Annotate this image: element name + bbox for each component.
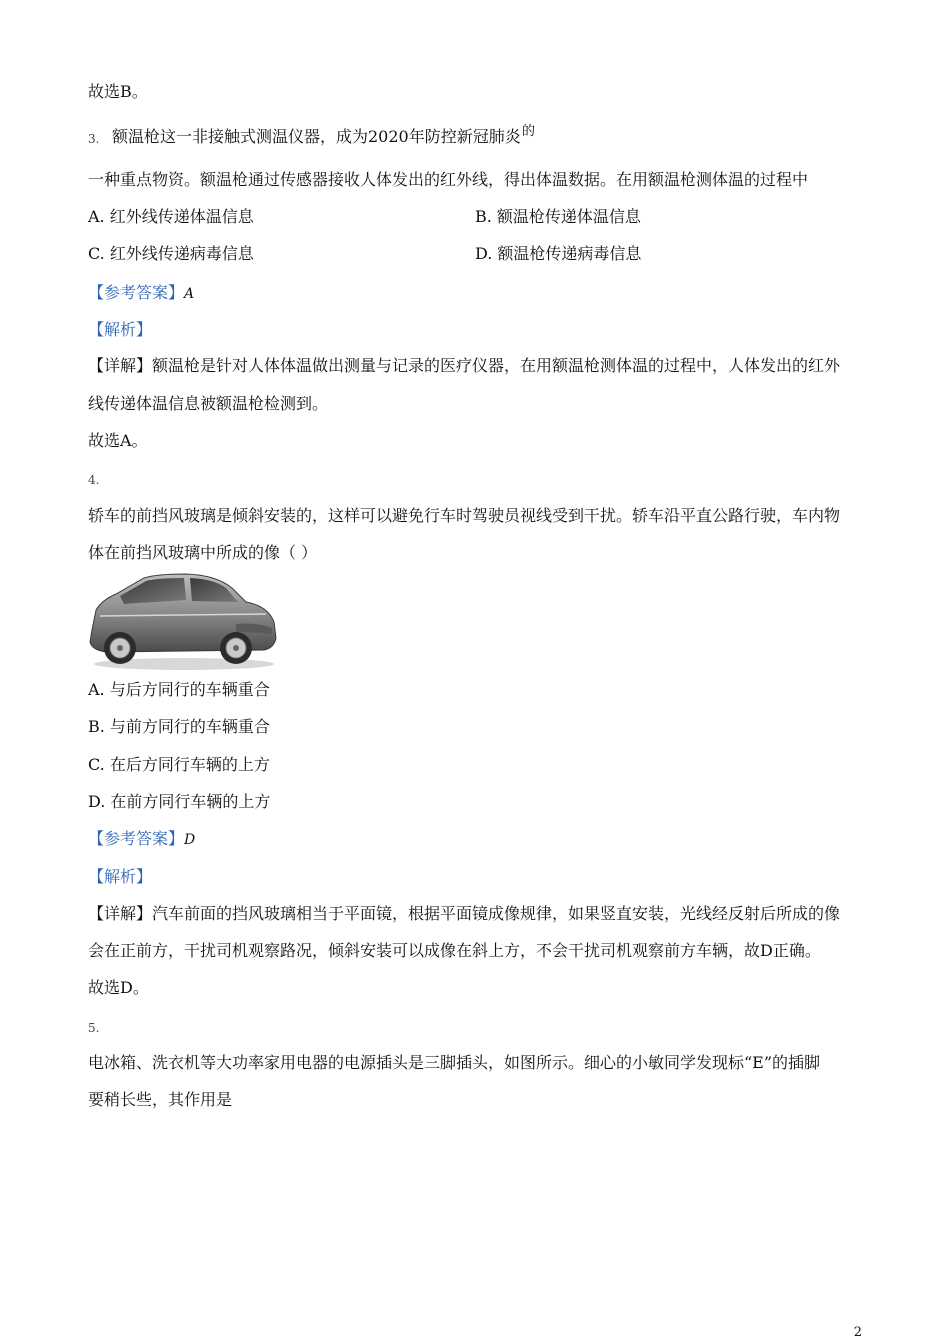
q4-detail-line2: 会在正前方，干扰司机观察路况，倾斜安装可以成像在斜上方，不会干扰司机观察前方车辆，故D正确。: [88, 941, 821, 960]
q3-superscript: 的: [522, 124, 536, 139]
q3-answer: [88, 283, 194, 304]
q4-answer: [88, 829, 195, 850]
q4-answer-label: 【参考答案】: [88, 829, 185, 848]
q4-number: 4.: [88, 473, 100, 487]
q3-option-c: C. 红外线传递病毒信息: [88, 244, 254, 263]
q2-conclusion: 故选B。: [88, 82, 148, 101]
q3-analysis-label: 【解析】: [88, 320, 153, 339]
q4-stem-line1: 轿车的前挡风玻璃是倾斜安装的，这样可以避免行车时驾驶员视线受到干扰。轿车沿平直公路行驶，车内物: [88, 506, 841, 525]
q3-option-d: D. 额温枪传递病毒信息: [475, 244, 642, 263]
q4-detail-label: 【详解】: [88, 904, 153, 923]
q3-option-a: A. 红外线传递体温信息: [88, 207, 254, 226]
q3-stem-line2: 一种重点物资。额温枪通过传感器接收人体发出的红外线，得出体温数据。在用额温枪测体温的过程中: [88, 170, 809, 189]
page-number: 2: [853, 1325, 862, 1340]
q3-number: 3.: [88, 132, 100, 146]
q3-option-b: B. 额温枪传递体温信息: [475, 207, 641, 226]
q4-option-d: D. 在前方同行车辆的上方: [88, 792, 271, 811]
q4-analysis-label: 【解析】: [88, 867, 153, 886]
q4-option-a: A. 与后方同行的车辆重合: [88, 680, 270, 699]
q5-stem-line1: 电冰箱、洗衣机等大功率家用电器的电源插头是三脚插头，如图所示。细心的小敏同学发现标“E”的插脚: [88, 1053, 821, 1072]
q3-detail-line1: [88, 356, 840, 376]
q3-answer-value: A: [184, 286, 195, 302]
q4-detail-text: 汽车前面的挡风玻璃相当于平面镜，根据平面镜成像规律，如果竖直安装，光线经反射后所成的像: [152, 904, 841, 923]
q3-conclusion: 故选A。: [88, 431, 148, 450]
q3-answer-label: 【参考答案】: [88, 283, 185, 302]
car-image: [86, 572, 278, 672]
q3-detail-text: 额温枪是针对人体体温做出测量与记录的医疗仪器，在用额温枪测体温的过程中，人体发出的红外: [152, 356, 841, 375]
q4-detail-line1: [88, 904, 840, 924]
q4-option-c: C. 在后方同行车辆的上方: [88, 755, 270, 774]
q4-conclusion: 故选D。: [88, 978, 149, 997]
q5-stem-line2: 要稍长些，其作用是: [88, 1090, 233, 1109]
q5-number: 5.: [88, 1021, 100, 1035]
q4-answer-value: D: [184, 832, 196, 848]
q4-option-b: B. 与前方同行的车辆重合: [88, 717, 270, 736]
q3-detail-label: 【详解】: [88, 356, 153, 375]
q3-detail-line2: 线传递体温信息被额温枪检测到。: [88, 394, 329, 413]
q4-stem-line2: 体在前挡风玻璃中所成的像（ ）: [88, 543, 318, 562]
q3-stem-line1: 额温枪这一非接触式测温仪器，成为2020年防控新冠肺炎: [112, 127, 521, 146]
